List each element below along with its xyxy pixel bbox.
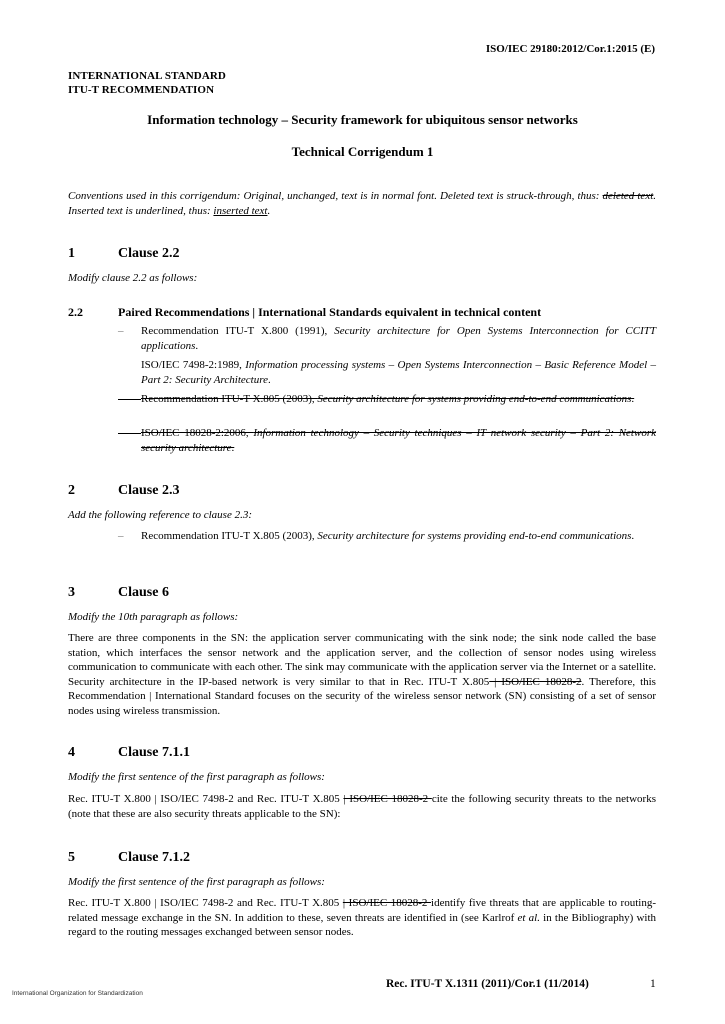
reference-item: Recommendation ITU-T X.800 (1991), Security architecture for Open Systems Interconnection for CCITT applications. <box>141 325 656 352</box>
reference-item: ISO/IEC 7498-2:1989, Information processing systems – Open Systems Interconnection – Basic Reference Model – Part 2: Security Architecture. <box>141 359 656 386</box>
subclause-heading: Paired Recommendations | International Standards equivalent in technical content <box>118 305 542 319</box>
strike-line <box>118 399 141 400</box>
section-heading: Clause 7.1.1 <box>118 745 190 760</box>
deleted-reference-item: ISO/IEC 18028-2:2006, Information technology – Security techniques – IT network security – Part 2: Network security architecture. <box>141 427 656 454</box>
recommendation-label: ITU-T RECOMMENDATION <box>68 84 215 96</box>
list-dash: – <box>118 325 124 337</box>
deleted-text-example: deleted text <box>602 190 654 202</box>
conventions-paragraph: Conventions used in this corrigendum: Original, unchanged, text is in normal font. Deleted text is struck-through, thus: deleted text. Inserted text is underlined, thus: inserted text. <box>68 190 657 217</box>
section-number: 1 <box>68 246 75 261</box>
document-subtitle: Technical Corrigendum 1 <box>291 144 434 159</box>
instruction: Modify the first sentence of the first paragraph as follows: <box>68 876 325 888</box>
body-paragraph: Rec. ITU-T X.800 | ISO/IEC 7498-2 and Rec. ITU-T X.805 | ISO/IEC 18028-2 identify five threats that are applicable to routing-related message exchange in the SN. In addition to these, seven threats are identified in (see Karlrof et al. in the Bibliography) with regard to the routing messages exchanged between sensor nodes. <box>68 897 657 938</box>
body-paragraph: Rec. ITU-T X.800 | ISO/IEC 7498-2 and Rec. ITU-T X.805 | ISO/IEC 18028-2 cite the following security threats to the networks (note that these are also security threats applicable to the SN): <box>68 793 657 820</box>
instruction: Modify clause 2.2 as follows: <box>68 272 198 284</box>
section-heading: Clause 6 <box>118 585 169 600</box>
section-number: 4 <box>68 745 75 760</box>
instruction: Modify the first sentence of the first paragraph as follows: <box>68 771 325 783</box>
section-heading: Clause 7.1.2 <box>118 850 190 865</box>
section-number: 5 <box>68 850 75 865</box>
deleted-reference-item: Recommendation ITU-T X.805 (2003), Security architecture for systems providing end-to-end communications. <box>141 393 635 405</box>
section-number: 2 <box>68 483 75 498</box>
strike-line <box>118 433 141 434</box>
inserted-text-example: inserted text <box>213 204 268 217</box>
footer-reference: Rec. ITU-T X.1311 (2011)/Cor.1 (11/2014) <box>386 978 589 990</box>
subclause-number: 2.2 <box>68 305 83 319</box>
document-title: Information technology – Security framework for ubiquitous sensor networks <box>147 112 578 127</box>
section-heading: Clause 2.2 <box>118 246 180 261</box>
page-number: 1 <box>650 978 656 990</box>
document-reference: ISO/IEC 29180:2012/Cor.1:2015 (E) <box>485 43 655 55</box>
section-heading: Clause 2.3 <box>118 483 180 498</box>
body-paragraph: There are three components in the SN: the application server communicating with the sink node; the sink node called the base station, which interfaces the sensor network and the application server, and the collection of sensor nodes using wireless communication to communicate with each other. The sink may communicate with the application server via the Internet or a satellite. Security architecture in the IP-based network is very similar to that in Rec. ITU-T X.805 | ISO/IEC 18028-2. Therefore, this Recommendation | International Standard focuses on the security of the wireless sensor network (SN) consisting of a set of sensor nodes using wireless transmission. <box>68 632 656 717</box>
inserted-reference-item: Recommendation ITU-T X.805 (2003), Security architecture for systems providing end-to-end communications. <box>141 530 635 542</box>
instruction: Add the following reference to clause 2.3: <box>68 509 253 521</box>
list-dash: – <box>118 530 124 542</box>
instruction: Modify the 10th paragraph as follows: <box>68 611 239 623</box>
footer-organization: International Organization for Standardization <box>12 990 143 997</box>
standard-label: INTERNATIONAL STANDARD <box>68 70 226 82</box>
section-number: 3 <box>68 585 75 600</box>
